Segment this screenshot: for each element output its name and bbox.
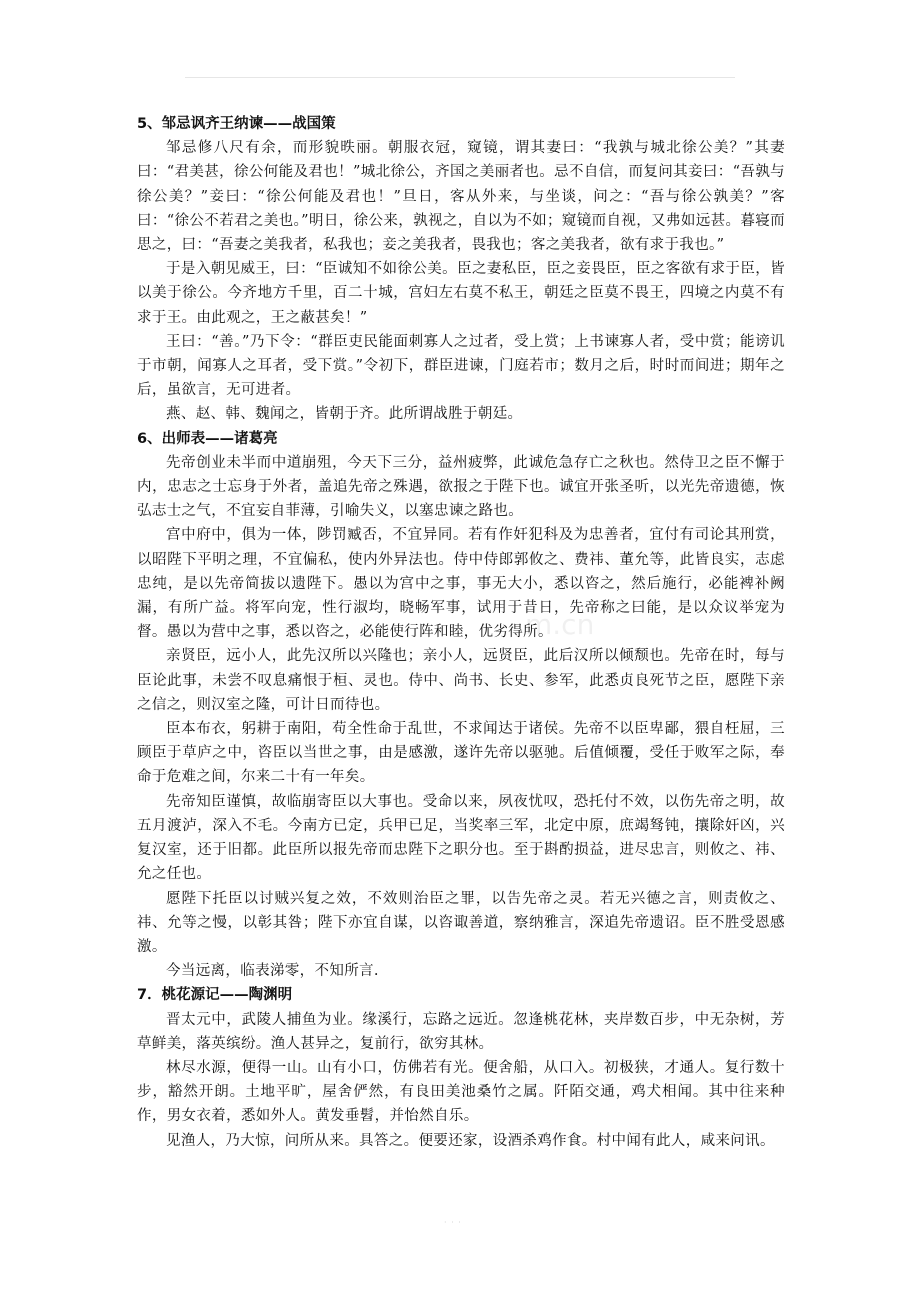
paragraph: 亲贤臣，远小人，此先汉所以兴隆也；亲小人，远贤臣，此后汉所以倾颓也。先帝在时，每与臣论此事，未尝不叹息痛恨于桓、灵也。侍中、尚书、长史、参军，此悉贞良死节之臣，愿陛下亲之信之，则汉室之隆，可计日而待也。 xyxy=(137,648,785,713)
section-heading: 5、邹忌讽齐王纳谏——战国策 xyxy=(137,116,336,132)
paragraph: 臣本布衣，躬耕于南阳，苟全性命于乱世，不求闻达于诸侯。先帝不以臣卑鄙，猥自枉屈，三顾臣于草庐之中，咨臣以当世之事，由是感激，遂许先帝以驱驰。后值倾覆，受任于败军之际，奉命于危难之间，尔来二十有一年矣。 xyxy=(137,721,785,786)
paragraph: 见渔人，乃大惊，问所从来。具答之。便要还家，设酒杀鸡作食。村中闻有此人，咸来问讯。 xyxy=(166,1132,775,1149)
page-footer: · · · xyxy=(444,1218,462,1227)
section-heading: 6、出师表——诸葛亮 xyxy=(137,430,278,447)
watermark: m.cn xyxy=(525,608,595,641)
paragraph: 先帝创业未半而中道崩殂，今天下三分，益州疲弊，此诚危急存亡之秋也。然侍卫之臣不懈于内，忠志之士忘身于外者，盖追先帝之殊遇，欲报之于陛下也。诚宜开张圣听，以光先帝遗德，恢弘志士之气，不宜妄自菲薄，引喻失义，以塞忠谏之路也。 xyxy=(137,454,785,520)
section-taohuayuan xyxy=(137,983,785,1152)
paragraph: 邹忌修八尺有余，而形貌昳丽。朝服衣冠，窥镜，谓其妻曰：“我孰与城北徐公美？”其妻曰：“君美甚，徐公何能及君也！”城北徐公，齐国之美丽者也。忌不自信，而复问其妾曰：“吾孰与徐公美？”妾曰：“徐公何能及君也！”旦日，客从外来，与坐谈，问之：“吾与徐公孰美？”客曰：“徐公不若君之美也。”明日，徐公来，孰视之，自以为不如；窥镜而自视，又弗如远甚。暮寝而思之，曰：“吾妻之美我者，私我也；妾之美我者，畏我也；客之美我者，欲有求于我也。” xyxy=(137,140,785,254)
paragraph: 今当远离，临表涕零，不知所言. xyxy=(166,963,379,980)
paragraph: 林尽水源，便得一山。山有小口，仿佛若有光。便舍船，从口入。初极狭，才通人。复行数十步，豁然开朗。土地平旷，屋舍俨然，有良田美池桑竹之属。阡陌交通，鸡犬相闻。其中往来种作，男女衣着，悉如外人。黄发垂髫，并怡然自乐。 xyxy=(137,1059,785,1125)
header-rule xyxy=(185,77,735,78)
paragraph: 愿陛下托臣以讨贼兴复之效，不效则治臣之罪，以告先帝之灵。若无兴德之言，则责攸之、祎、允等之慢，以彰其咎；陛下亦宜自谋，以咨诹善道，察纳雅言，深追先帝遗诏。臣不胜受恩感激。 xyxy=(137,890,785,955)
paragraph: 宫中府中，俱为一体，陟罚臧否，不宜异同。若有作奸犯科及为忠善者，宜付有司论其刑赏，以昭陛下平明之理，不宜偏私，使内外异法也。侍中侍郎郭攸之、费祎、董允等，此皆良实，志虑忠纯，是以先帝简拔以遗陛下。愚以为宫中之事，事无大小，悉以咨之，然后施行，必能裨补阙漏，有所广益。将军向宠，性行淑均，晓畅军事，试用于昔日，先帝称之曰能，是以众议举宠为督。愚以为营中之事，悉以咨之，必能使行阵和睦，优劣得所。 xyxy=(137,527,785,641)
paragraph: 于是入朝见威王，曰：“臣诚知不如徐公美。臣之妻私臣，臣之妾畏臣，臣之客欲有求于臣，皆以美于徐公。今齐地方千里，百二十城，宫妇左右莫不私王，朝廷之臣莫不畏王，四境之内莫不有求于王。由此观之，王之蔽甚矣！” xyxy=(137,261,785,326)
section-zouji xyxy=(137,112,785,427)
paragraph: 先帝知臣谨慎，故临崩寄臣以大事也。受命以来，夙夜忧叹，恐托付不效，以伤先帝之明，故五月渡泸，深入不毛。今南方已定，兵甲已足，当奖率三军，北定中原，庶竭驽钝，攘除奸凶，兴复汉室，还于旧都。此臣所以报先帝而忠陛下之职分也。至于斟酌损益，进尽忠言，则攸之、祎、允之任也。 xyxy=(137,793,785,883)
paragraph: 王曰：“善。”乃下令：“群臣吏民能面刺寡人之过者，受上赏；上书谏寡人者，受中赏；能谤讥于市朝，闻寡人之耳者，受下赏。”令初下，群臣进谏，门庭若市；数月之后，时时而间进；期年之后，虽欲言，无可进者。 xyxy=(137,333,785,399)
section-heading: 7．桃花源记——陶渊明 xyxy=(137,987,293,1004)
paragraph: 燕、赵、韩、魏闻之，皆朝于齐。此所谓战胜于朝廷。 xyxy=(166,406,523,423)
document-body xyxy=(137,112,785,1153)
paragraph: 晋太元中，武陵人捕鱼为业。缘溪行，忘路之远近。忽逢桃花林，夹岸数百步，中无杂树，芳草鲜美，落英缤纷。渔人甚异之，复前行，欲穷其林。 xyxy=(137,1011,785,1052)
section-chushibiao xyxy=(137,427,785,984)
